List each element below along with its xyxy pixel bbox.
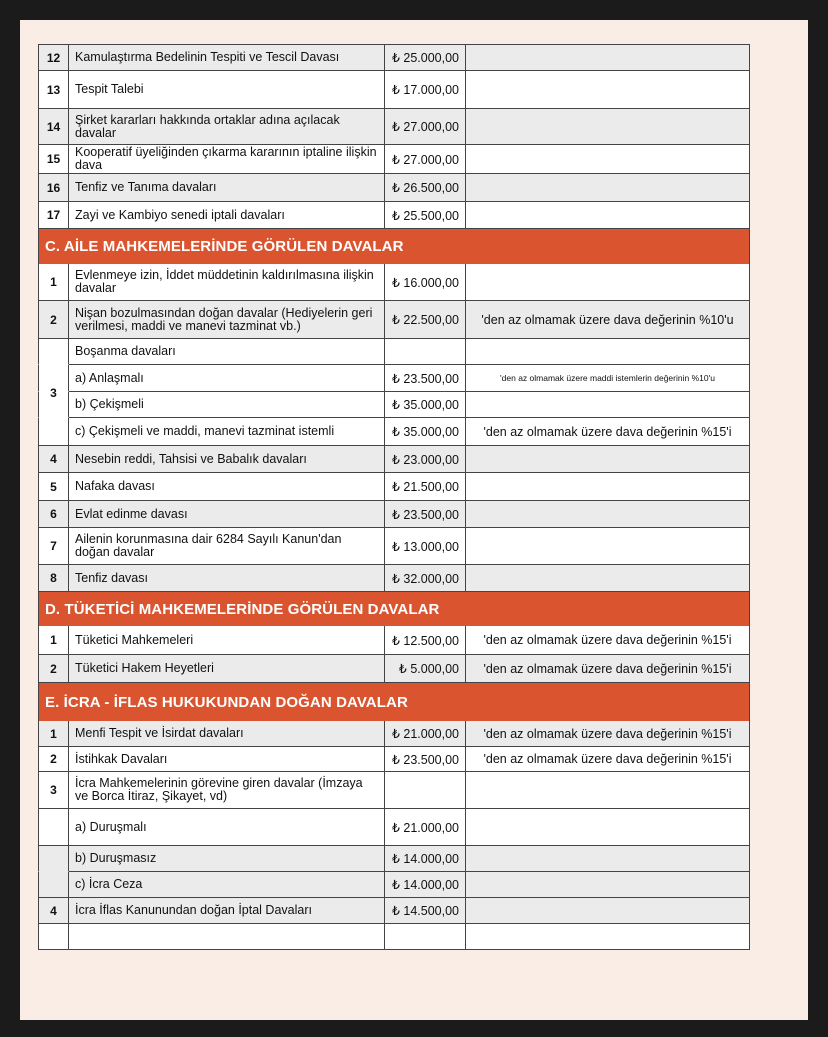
table-row	[38, 626, 750, 655]
table-row	[38, 898, 750, 924]
fee-amount	[385, 339, 466, 365]
case-type: İstihkak Davaları	[69, 747, 385, 772]
row-number: 6	[38, 501, 69, 528]
fee-amount: ₺ 5.000,00	[385, 655, 466, 683]
fee-note: 'den az olmamak üzere dava değerinin %10'u	[466, 301, 750, 339]
fee-note	[466, 846, 750, 872]
fee-note	[466, 202, 750, 229]
table-row	[38, 809, 750, 846]
row-number: 4	[38, 446, 69, 473]
fee-note	[466, 174, 750, 202]
fee-note	[466, 339, 750, 365]
row-number: 1	[38, 721, 69, 747]
row-number	[38, 846, 69, 872]
row-number: 13	[38, 71, 69, 109]
fee-amount	[385, 772, 466, 809]
fee-note	[466, 809, 750, 846]
fee-amount: ₺ 17.000,00	[385, 71, 466, 109]
case-type: Tespit Talebi	[69, 71, 385, 109]
row-number	[38, 392, 69, 418]
fee-note: 'den az olmamak üzere dava değerinin %15'i	[466, 626, 750, 655]
case-type: c) İcra Ceza	[69, 872, 385, 898]
row-number: 5	[38, 473, 69, 501]
fee-note	[466, 71, 750, 109]
case-type: Zayi ve Kambiyo senedi iptali davaları	[69, 202, 385, 229]
fee-note	[466, 872, 750, 898]
table-row	[38, 109, 750, 145]
case-type: Tüketici Mahkemeleri	[69, 626, 385, 655]
fee-note	[466, 44, 750, 71]
fee-note	[466, 109, 750, 145]
fee-amount: ₺ 23.000,00	[385, 446, 466, 473]
row-number: 7	[38, 528, 69, 565]
fee-amount: ₺ 22.500,00	[385, 301, 466, 339]
table-row	[38, 392, 750, 418]
fee-note	[466, 145, 750, 174]
row-number: 4	[38, 898, 69, 924]
fee-amount: ₺ 35.000,00	[385, 392, 466, 418]
table-row	[38, 473, 750, 501]
row-number: 1	[38, 626, 69, 655]
case-type: Evlat edinme davası	[69, 501, 385, 528]
fee-amount: ₺ 14.000,00	[385, 846, 466, 872]
fee-amount: ₺ 14.000,00	[385, 872, 466, 898]
case-type: a) Duruşmalı	[69, 809, 385, 846]
table-row	[38, 418, 750, 446]
table-row	[38, 872, 750, 898]
table-row	[38, 501, 750, 528]
fee-note	[466, 392, 750, 418]
case-type: Kamulaştırma Bedelinin Tespiti ve Tescil Davası	[69, 44, 385, 71]
row-number	[38, 924, 69, 950]
fee-amount: ₺ 27.000,00	[385, 109, 466, 145]
row-number	[38, 418, 69, 446]
fee-amount: ₺ 21.500,00	[385, 473, 466, 501]
fee-amount: ₺ 12.500,00	[385, 626, 466, 655]
fee-note	[466, 772, 750, 809]
row-number: 3	[50, 385, 57, 400]
row-number	[38, 339, 69, 365]
row-number: 12	[38, 44, 69, 71]
fee-note	[466, 473, 750, 501]
fee-note: 'den az olmamak üzere dava değerinin %15'i	[466, 655, 750, 683]
fee-amount: ₺ 14.500,00	[385, 898, 466, 924]
fee-amount: ₺ 26.500,00	[385, 174, 466, 202]
case-type: İcra İflas Kanunundan doğan İptal Davaları	[69, 898, 385, 924]
case-type: İcra Mahkemelerinin görevine giren davalar (İmzaya ve Borca İtiraz, Şikayet, vd)	[69, 772, 385, 809]
fee-amount: ₺ 23.500,00	[385, 747, 466, 772]
fee-note: 'den az olmamak üzere dava değerinin %15'i	[466, 721, 750, 747]
fee-amount: ₺ 23.500,00	[385, 501, 466, 528]
fee-note	[466, 528, 750, 565]
case-type: Boşanma davaları	[69, 339, 385, 365]
case-type: Ailenin korunmasına dair 6284 Sayılı Kanun'dan doğan davalar	[69, 528, 385, 565]
row-number: 16	[38, 174, 69, 202]
table-row	[38, 924, 750, 950]
table-row	[38, 528, 750, 565]
fee-amount: ₺ 21.000,00	[385, 809, 466, 846]
table-row	[38, 339, 750, 365]
case-type: c) Çekişmeli ve maddi, manevi tazminat istemli	[69, 418, 385, 446]
fee-amount: ₺ 21.000,00	[385, 721, 466, 747]
fee-note: 'den az olmamak üzere dava değerinin %15'i	[466, 747, 750, 772]
fee-note	[466, 264, 750, 301]
case-type: Kooperatif üyeliğinden çıkarma kararının iptaline ilişkin dava	[69, 145, 385, 174]
fee-note	[466, 501, 750, 528]
fee-note	[466, 924, 750, 950]
row-number	[38, 872, 69, 898]
row-number	[38, 809, 69, 846]
fee-note	[466, 898, 750, 924]
fee-amount: ₺ 32.000,00	[385, 565, 466, 592]
case-type: Tüketici Hakem Heyetleri	[69, 655, 385, 683]
table-row	[38, 446, 750, 473]
table-row	[38, 747, 750, 772]
row-number: 1	[38, 264, 69, 301]
row-number: 8	[38, 565, 69, 592]
table-row	[38, 365, 750, 392]
section-header: C. AİLE MAHKEMELERİNDE GÖRÜLEN DAVALAR	[38, 229, 750, 264]
case-type	[69, 924, 385, 950]
fee-amount: ₺ 27.000,00	[385, 145, 466, 174]
table-row	[38, 772, 750, 809]
case-type: Nişan bozulmasından doğan davalar (Hediyelerin geri verilmesi, maddi ve manevi tazminat vb.)	[69, 301, 385, 339]
case-type: b) Çekişmeli	[69, 392, 385, 418]
section-header: E. İCRA - İFLAS HUKUKUNDAN DOĞAN DAVALAR	[38, 683, 750, 721]
case-type: a) Anlaşmalı	[69, 365, 385, 392]
case-type: Tenfiz ve Tanıma davaları	[69, 174, 385, 202]
table-row	[38, 721, 750, 747]
row-number: 17	[38, 202, 69, 229]
row-number: 3	[38, 772, 69, 809]
case-type: b) Duruşmasız	[69, 846, 385, 872]
table-row	[38, 655, 750, 683]
table-row	[38, 145, 750, 174]
row-number	[38, 365, 69, 392]
table-row	[38, 301, 750, 339]
table-row	[38, 174, 750, 202]
fee-amount: ₺ 13.000,00	[385, 528, 466, 565]
table-row	[38, 71, 750, 109]
row-number: 2	[38, 301, 69, 339]
table-row	[38, 846, 750, 872]
table-row	[38, 264, 750, 301]
row-number: 14	[38, 109, 69, 145]
row-number: 2	[38, 655, 69, 683]
fee-note	[466, 446, 750, 473]
fee-amount: ₺ 16.000,00	[385, 264, 466, 301]
case-type: Evlenmeye izin, İddet müddetinin kaldırılmasına ilişkin davalar	[69, 264, 385, 301]
table-row	[38, 565, 750, 592]
row-number: 15	[38, 145, 69, 174]
fee-amount: ₺ 35.000,00	[385, 418, 466, 446]
case-type: Şirket kararları hakkında ortaklar adına açılacak davalar	[69, 109, 385, 145]
fee-amount: ₺ 23.500,00	[385, 365, 466, 392]
section-header: D. TÜKETİCİ MAHKEMELERİNDE GÖRÜLEN DAVALAR	[38, 592, 750, 626]
fee-amount: ₺ 25.000,00	[385, 44, 466, 71]
case-type: Nafaka davası	[69, 473, 385, 501]
case-type: Menfi Tespit ve İsirdat davaları	[69, 721, 385, 747]
fee-note: 'den az olmamak üzere dava değerinin %15'i	[466, 418, 750, 446]
case-type: Nesebin reddi, Tahsisi ve Babalık davaları	[69, 446, 385, 473]
fee-note: 'den az olmamak üzere maddi istemlerin değerinin %10'u	[466, 365, 750, 392]
fee-amount	[385, 924, 466, 950]
fee-note	[466, 565, 750, 592]
case-type: Tenfiz davası	[69, 565, 385, 592]
table-row	[38, 202, 750, 229]
fee-amount: ₺ 25.500,00	[385, 202, 466, 229]
row-number: 2	[38, 747, 69, 772]
fee-table	[38, 44, 750, 950]
table-row	[38, 44, 750, 71]
